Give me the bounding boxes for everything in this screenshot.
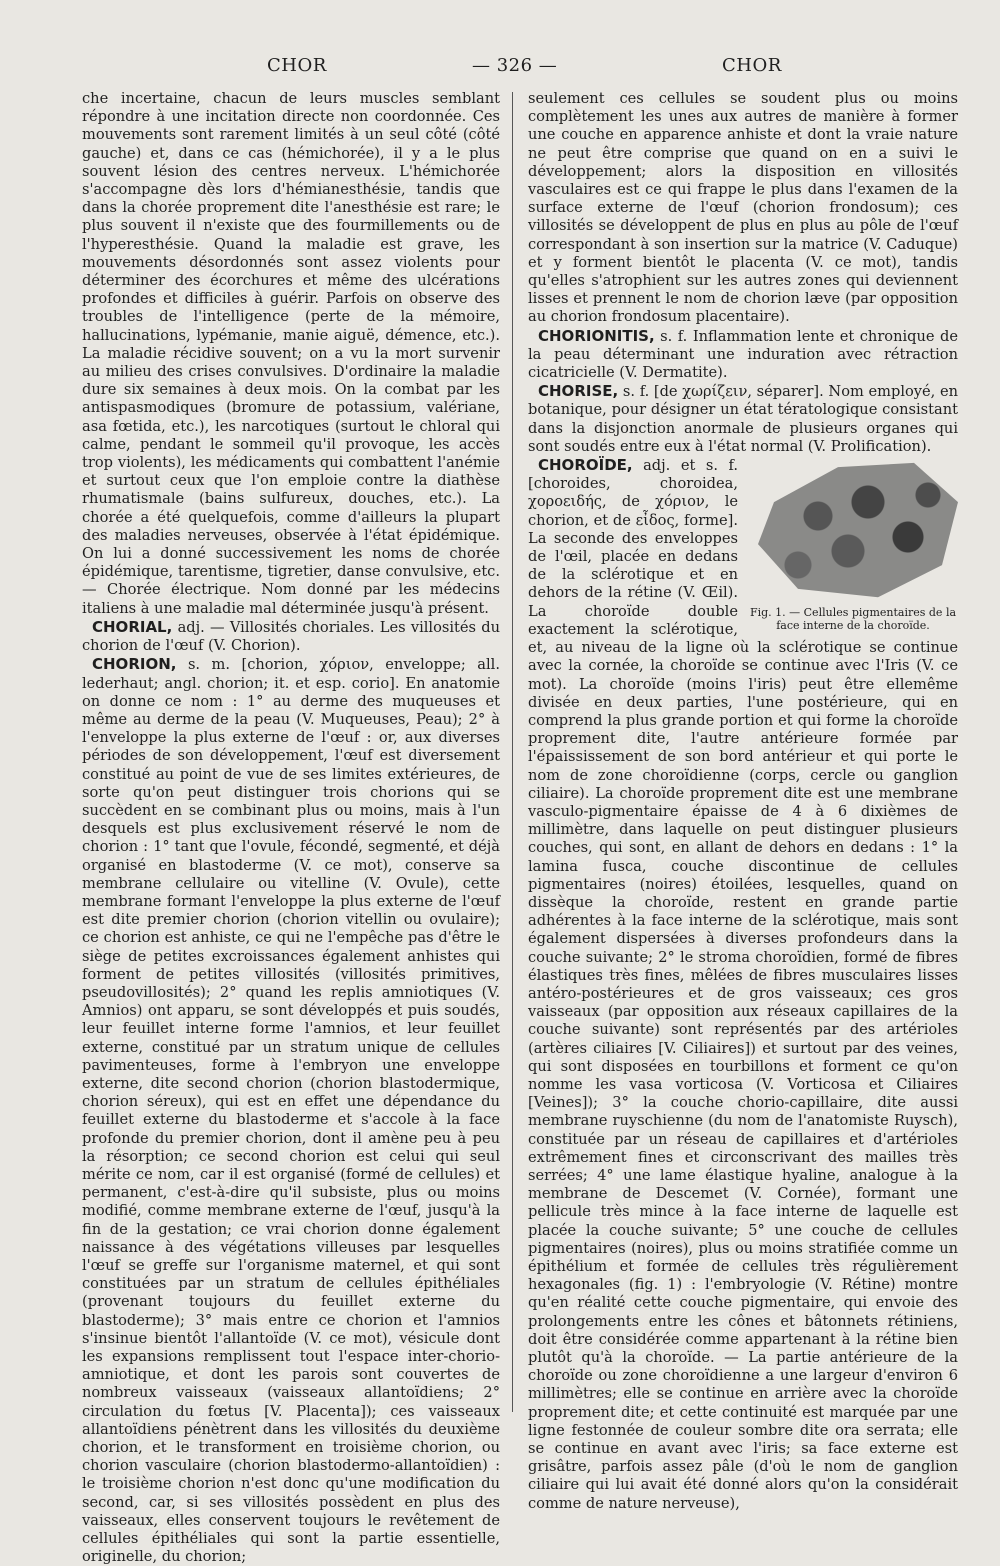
page-number: — 326 —: [472, 55, 558, 76]
header-left: CHOR: [267, 55, 327, 76]
entry-chorion: [82, 655, 500, 1566]
header-right: CHOR: [722, 55, 782, 76]
entry-text: s. f. [de χωρίζειν, séparer]. Nom employé, en botanique, pour désigner un état tératologique consistant dans la disjonction anormale de plusieurs organes qui sont soudés entre eux à l'état normal (V. Prolification).: [528, 383, 959, 455]
running-header: [0, 55, 1000, 85]
right-column: [528, 90, 959, 1512]
entry-text: adj. — Villosités choriales. Les villosités du chorion de l'œuf (V. Chorion).: [82, 618, 500, 655]
headword: CHORION,: [92, 655, 177, 674]
pigment-cells-illustration: [758, 460, 958, 600]
left-column: [82, 90, 500, 1566]
entry-chorionitis: [528, 327, 958, 383]
entry-choroide: [528, 456, 958, 1513]
entry-text: s. m. [chorion, χόριον, enveloppe; all. lederhaut; angl. chorion; it. et esp. corio]. En anatomie on donne ce nom : 1° au derme des muqueuses et même au derme de la peau (V. Muqueuses, Peau); 2° à l'enveloppe la plus externe de l'œuf : or, aux diverses périodes de son développement, l'œuf est diversement constitué au point de vue de ses limites extérieures, de sorte qu'on peut distinguer trois chorions qui se succèdent en se combinant plus ou moins, mais à l'un desquels est plus exclusivement réservé le nom de chorion : 1° tant que l'ovule, fécondé, segmenté, et déjà organisé en blastoderme (V. ce mot), conserve sa membrane cellulaire ou vitelline (V. Ovule), cette membrane formant l'enveloppe la plus externe de l'œuf est dite premier chorion (chorion vitellin ou ovulaire); ce chorion est anhiste, ce qui ne l'empêche pas d'être le siège de petites excroissances également anhistes qui forment de petites villosités (villosités primitives, pseudovillosités); 2° quand les replis amniotiques (V. Amnios) ont apparu, se sont développés et puis soudés, leur feuillet interne forme l'amnios, et leur feuillet externe, constitué par un stratum unique de cellules pavimenteuses, forme à l'embryon une enveloppe externe, dite second chorion (chorion blastodermique, chorion séreux), qui est en effet une dépendance du feuillet externe du blastoderme et s'accole à la face profonde du premier chorion, dont il amène peu à peu la résorption; ce second chorion est celui qui seul mérite ce nom, car il est organisé (formé de cellules) et permanent, c'est-à-dire qu'il subsiste, plus ou moins modifié, comme membrane externe de l'œuf, jusqu'à la fin de la gestation; ce vrai chorion donne également naissance à des végétations villeuses par lesquelles l'œuf se greffe sur l'organisme maternel, et qui sont constituées par un stratum de cellules épithéliales (provenant toujours du feuillet externe du blastoderme); 3° mais entre ce chorion et l'amnios s'insinue bientôt l'allantoïde (V. ce mot), vésicule dont les expansions remplissent tout l'espace inter-chorio-amniotique, et dont les parois sont couvertes de nombreux vaisseaux (vaisseaux allantoïdiens; 2° circulation du fœtus [V. Placenta]); ces vaisseaux allantoïdiens pénètrent dans les villosités du deuxième chorion, et le transforment en troisième chorion, ou chorion vasculaire (chorion blastodermo-allantoïdien) : le troisième chorion n'est donc qu'une modification du second, car, si ses villosités possèdent en plus des vaisseaux, elles conservent toujours le revêtement de cellules épithéliales qui sont la partie essentielle, originelle, du chorion;: [82, 656, 500, 1566]
headword: CHORIAL,: [92, 617, 173, 636]
entry-text: adj. et s. f. [choroides, choroidea, χοροειδής, de χόριον, le chorion, et de εἶδος, forme]. La seconde des enveloppes de l'œil, placée en dedans de la sclérotique et en dehors de la rétine (V. Œil). La choroïde double exactement la sclérotique, et, au niveau de la ligne où la sclérotique se continue avec la cornée, la choroïde se continue avec l'Iris (V. ce mot). La choroïde (moins l'iris) peut être ellemême divisée en deux parties, l'une postérieure, qui en comprend la plus grande portion et qui forme la choroïde proprement dite, l'autre antérieure formée par l'épaississement de son bord antérieur et qui porte le nom de zone choroïdienne (corps, cercle ou ganglion ciliaire). La choroïde proprement dite est une membrane vasculo-pigmentaire épaisse de 4 à 6 dixièmes de millimètre, dans laquelle on peut distinguer plusieurs couches, qui sont, en allant de dehors en dedans : 1° la lamina fusca, couche discontinue de cellules pigmentaires (noires) étoilées, lesquelles, quand on dissèque la choroïde, restent en grande partie adhérentes à la face interne de la sclérotique, mais sont également dispersées à diverses profondeurs dans la couche suivante; 2° le stroma choroïdien, formé de fibres élastiques très fines, mêlées de fibres musculaires lisses antéro-postérieures et de gros vaisseaux; ces gros vaisseaux (par opposition aux réseaux capillaires de la couche suivante) sont représentés par des artérioles (artères ciliaires [V. Ciliaires]) et surtout par des veines, qui sont disposées en tourbillons et forment ce qu'on nomme les vasa vorticosa (V. Vorticosa et Ciliaires [Veines]); 3° la couche chorio-capillaire, dite aussi membrane ruyschienne (du nom de l'anatomiste Ruysch), constituée par un réseau de capillaires et d'artérioles extrêmement fines et circonscrivant des mailles très serrées; 4° une lame élastique hyaline, analogue à la membrane de Descemet (V. Cornée), formant une pellicule très mince à la face interne de laquelle est placée la couche suivante; 5° une couche de cellules pigmentaires (noires), plus ou moins stratifiée comme un épithélium et formée de cellules très régulièrement hexagonales (fig. 1) : l'embryologie (V. Rétine) montre qu'en réalité cette couche pigmentaire, qui envoie des prolongements entre les cônes et bâtonnets rétiniens, doit être considérée comme appartenant à la rétine bien plutôt qu'à la choroïde. — La partie antérieure de la choroïde ou zone choroïdienne a une largeur d'environ 6 millimètres; elle se continue en arrière avec la choroïde proprement dite; et cette continuité est marquée par une ligne festonnée de couleur sombre dite ora serrata; elle se continue en avant avec l'iris; sa face externe est grisâtre, parfois assez pâle (d'où le nom de ganglion ciliaire qui lui avait été donné alors qu'on la considérait comme de nature nerveuse),: [528, 457, 958, 1512]
paragraph: seulement ces cellules se soudent plus ou moins complètement les unes aux autres de manière à former une couche en apparence anhiste et dont la vraie nature ne peut être comprise que quand on en a suivi le développement; alors la disposition en villosités vasculaires est ce qui frappe le plus dans l'examen de la surface externe de l'œuf (chorion frondosum); ces villosités se développent de plus en plus au pôle de l'œuf correspondant à son insertion sur la matrice (V. Caduque) et y forment bientôt le placenta (V. ce mot), tandis qu'elles s'atrophient sur les autres zones qui deviennent lisses et prennent le nom de chorion læve (par opposition au chorion frondosum placentaire).: [528, 90, 958, 326]
headword: CHORISE,: [538, 382, 619, 401]
column-divider: [512, 92, 513, 1412]
entry-chorial: [82, 618, 500, 655]
figure-caption: Fig. 1. — Cellules pigmentaires de la face interne de la choroïde.: [749, 606, 957, 633]
entry-text: s. f. Inflammation lente et chronique de la peau déterminant une induration avec rétraction cicatricielle (V. Dermatite).: [528, 327, 959, 382]
figure-1: [748, 460, 958, 632]
headword: CHOROÏDE,: [538, 456, 633, 475]
headword: CHORIONITIS,: [538, 326, 655, 345]
paragraph: che incertaine, chacun de leurs muscles semblant répondre à une incitation directe non coordonnée. Ces mouvements sont rarement limités à un seul côté (côté gauche) et, dans ce cas (hémichorée), il y a le plus souvent lésion des centres nerveux. L'hémichorée s'accompagne dès lors d'hémianesthésie, tandis que dans la chorée proprement dite l'anesthésie est rare; le plus souvent il n'existe que des fourmillements ou de l'hyperesthésie. Quand la maladie est grave, les mouvements désordonnés sont assez violents pour déterminer des écorchures et même des ulcérations profondes et difficiles à guérir. Parfois on observe des troubles de l'intelligence (perte de la mémoire, hallucinations, lypémanie, manie aiguë, démence, etc.). La maladie récidive souvent; on a vu la mort survenir au milieu des crises convulsives. D'ordinaire la maladie dure six semaines à deux mois. On la combat par les antispasmodiques (bromure de potassium, valériane, asa fœtida, etc.), les narcotiques (surtout le chloral qui calme, pendant le sommeil qu'il provoque, les accès trop violents), les médicaments qui combattent l'anémie et surtout ceux que l'on emploie contre la diathèse rhumatismale (bains sulfureux, douches, etc.). La chorée a été quelquefois, comme d'ailleurs la plupart des maladies nerveuses, observée à l'état épidémique. On lui a donné successivement les noms de chorée épidémique, tarentisme, tigretier, danse convulsive, etc. — Chorée électrique. Nom donné par les médecins italiens à une maladie mal déterminée jusqu'à présent.: [82, 90, 500, 617]
entry-chorise: [528, 382, 958, 456]
